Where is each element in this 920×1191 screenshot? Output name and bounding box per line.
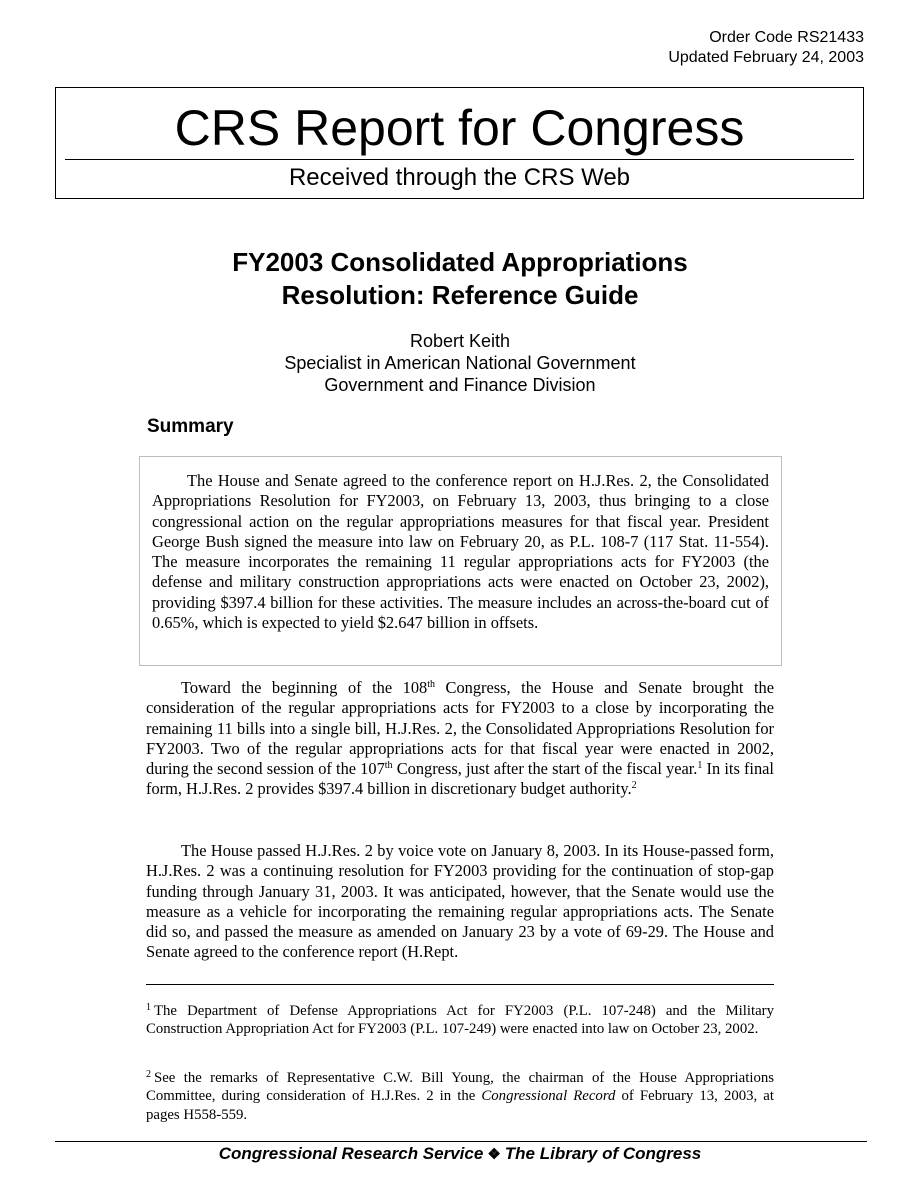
banner-subtitle: Received through the CRS Web	[288, 164, 631, 191]
footer-right: The Library of Congress	[504, 1144, 702, 1163]
footnote-ref-2[interactable]: 2	[631, 780, 637, 792]
banner-title: CRS Report for Congress	[174, 100, 745, 156]
body-paragraph-2: The House passed H.J.Res. 2 by voice vote on January 8, 2003. In its House-passed form, H.J.Res. 2 was a continuing resolution for FY2003 providing for the continuation of stop-gap funding through January 31, 2003. It was anticipated, however, that the Senate would use the measure as a vehicle for incorporating the remaining regular appropriations acts. The Senate did so, and passed the measure as amended on January 23 by a vote of 69-29. The House and Senate agreed to the conference report (H.Rept.	[146, 841, 774, 962]
report-title-line2: Resolution: Reference Guide	[281, 280, 639, 310]
footer-left: Congressional Research Service	[218, 1144, 484, 1163]
updated-date: Updated February 24, 2003	[668, 49, 864, 66]
p1-part-b: Congress, the House and Senate brought the consideration of the regular appropriations acts for FY2003 to a close by incorporating the remaining 11 bills into a single bill, H.J.Res. 2, the Consolidated Appropriations Resolution for FY2003. Two of the regular appropriations acts for that fiscal year were enacted in 2002, during the second session of the 107	[146, 678, 774, 779]
body-paragraph-1	[146, 678, 774, 800]
footnote-text-b: of February 13, 2003, at pages H558-559.	[146, 1088, 774, 1123]
author-division: Government and Finance Division	[324, 375, 596, 395]
report-title-line1: FY2003 Consolidated Appropriations	[232, 247, 688, 277]
p1-part-a: Toward the beginning of the 108	[181, 678, 428, 697]
summary-heading: Summary	[147, 416, 234, 437]
ordinal-suffix: th	[427, 679, 436, 690]
page-footer	[0, 1144, 920, 1165]
footnote-2	[146, 1069, 774, 1124]
summary-box	[139, 456, 782, 666]
banner-divider	[65, 159, 854, 160]
author-name: Robert Keith	[409, 331, 511, 351]
order-code-block	[668, 28, 864, 68]
author-block	[100, 330, 820, 396]
summary-text: The House and Senate agreed to the conference report on H.J.Res. 2, the Consolidated Appropriations Resolution for FY2003, on February 13, 2003, thus bringing to a close congressional action on the regular appropriations measures for that fiscal year. President George Bush signed the measure into law on February 20, as P.L. 108-7 (117 Stat. 11-554). The measure incorporates the remaining 11 regular appropriations acts for FY2003 (the defense and military construction appropriations acts were enacted on October 23, 2002), providing $397.4 billion for these activities. The measure includes an across-the-board cut of 0.65%, which is expected to yield $2.647 billion in offsets.	[152, 471, 769, 633]
footnote-text-a: See the remarks of Representative C.W. Bill Young, the chairman of the House Appropriations Committee, during consideration of H.J.Res. 2 in the	[146, 1070, 774, 1105]
report-title	[100, 246, 820, 312]
crs-banner	[55, 87, 864, 199]
p1-part-c: Congress, just after the start of the fiscal year.	[392, 759, 698, 779]
footer-divider	[55, 1141, 867, 1142]
footnote-text: The Department of Defense Appropriations Act for FY2003 (P.L. 107-248) and the Military Construction Appropriation Act for FY2003 (P.L. 107-249) were enacted into law on October 23, 2002.	[146, 1003, 774, 1038]
footnote-1	[146, 1002, 774, 1039]
footnote-divider	[146, 984, 774, 985]
order-code: Order Code RS21433	[709, 29, 864, 46]
footnote-ref-1[interactable]: 1	[697, 760, 703, 772]
four-diamond-icon: ❖	[487, 1146, 501, 1163]
footnote-italic-title: Congressional Record	[481, 1088, 616, 1105]
p1-part-d: In its final form, H.J.Res. 2 provides $397.4 billion in discretionary budget authority.	[146, 759, 774, 799]
footnote-number: 2	[146, 1069, 151, 1080]
ordinal-suffix: th	[384, 760, 393, 772]
author-position: Specialist in American National Government	[284, 353, 636, 373]
footnote-number: 1	[146, 1002, 151, 1013]
